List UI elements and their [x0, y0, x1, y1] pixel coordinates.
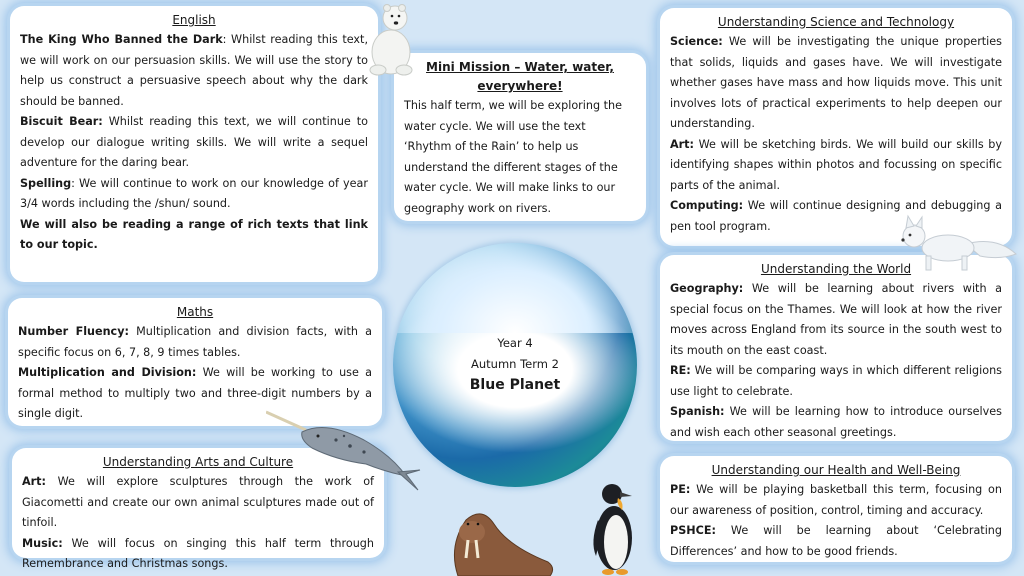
english-paragraph-1: The King Who Banned the Dark: Whilst reading this text, we will work on our persuasion skills. We will use the story to help us construct a persuasive speech about why the dark should be banned.: [20, 33, 368, 108]
science-paragraph-3: Computing: We will continue designing and debugging a pen tool program.: [670, 199, 1002, 233]
year-label: Year 4: [497, 336, 533, 350]
arts-paragraph-2: Music: We will focus on singing this half term through Remembrance and Christmas songs.: [22, 536, 374, 570]
world-panel: [660, 255, 1012, 441]
maths-panel: [8, 298, 382, 426]
penguin-image: [588, 480, 640, 576]
maths-title: Maths: [176, 305, 214, 319]
science-paragraph-1: Science: We will be investigating the unique properties that solids, liquids and gases have. We will investigate whether gases have mass and how liquids move. This unit involves lots of practical experiments to help deepen our understanding.: [670, 35, 1002, 130]
science-paragraph-2: Art: We will be sketching birds. We will build our skills by identifying shapes within photos and focussing on specific parts of the animal.: [670, 137, 1002, 192]
health-panel: [660, 456, 1012, 562]
maths-paragraph-2: Multiplication and Division: We will be working to use a formal method to multiply two and three-digit numbers by a single digit.: [18, 366, 372, 420]
science-panel: [660, 8, 1012, 246]
arts-title: Understanding Arts and Culture: [102, 455, 294, 469]
english-title: English: [172, 13, 216, 27]
health-paragraph-1: PE: We will be playing basketball this term, focusing on our awareness of position, control, timing and accuracy.: [670, 483, 1002, 517]
mission-title: Mini Mission – Water, water, everywhere!: [426, 60, 614, 93]
english-paragraph-3: Spelling: We will continue to work on our knowledge of year 3/4 words including the /shun/ sound.: [20, 176, 368, 210]
world-paragraph-1: Geography: We will be learning about rivers with a special focus on the Thames. We will look at how the river moves across England from its source in the south west to its mouth on the east coast.: [670, 282, 1002, 357]
center-title-block: [393, 333, 637, 396]
walrus-image: [438, 506, 558, 576]
world-paragraph-3: Spanish: We will be learning how to introduce ourselves and wish each other seasonal greetings.: [670, 405, 1002, 439]
health-title: Understanding our Health and Well-Being: [711, 463, 961, 477]
topic-title: Blue Planet: [469, 377, 561, 393]
arts-paragraph-1: Art: We will explore sculptures through the work of Giacometti and create our own animal sculptures made out of tinfoil.: [22, 475, 374, 529]
health-paragraph-2: PSHCE: We will be learning about ‘Celebrating Differences’ and how to be good friends.: [670, 524, 1002, 558]
world-title: Understanding the World: [760, 262, 912, 276]
maths-paragraph-1: Number Fluency: Multiplication and division facts, with a specific focus on 6, 7, 8, 9 times tables.: [18, 325, 373, 359]
english-paragraph-4: We will also be reading a range of rich texts that link to our topic.: [20, 217, 368, 251]
term-label: Autumn Term 2: [471, 357, 559, 371]
narwhal-image: [266, 410, 422, 492]
world-paragraph-2: RE: We will be comparing ways in which different religions use light to celebrate.: [670, 364, 1002, 398]
wave-graphic: [393, 243, 637, 333]
blue-planet-image: [393, 243, 637, 487]
science-title: Understanding Science and Technology: [717, 15, 955, 29]
english-paragraph-2: Biscuit Bear: Whilst reading this text, we will continue to develop our dialogue writing skills. We will write a sequel adventure for the daring bear.: [20, 115, 368, 169]
polar-bear-image: [362, 2, 420, 76]
mission-panel: [394, 53, 646, 221]
mission-text: This half term, we will be exploring the water cycle. We will use the text ‘Rhythm of the Rain’ to help us understand the different stages of the water cycle. We will make links to our geography work on rivers.: [404, 99, 622, 215]
arctic-fox-image: [896, 214, 1020, 272]
english-panel: [10, 6, 378, 282]
